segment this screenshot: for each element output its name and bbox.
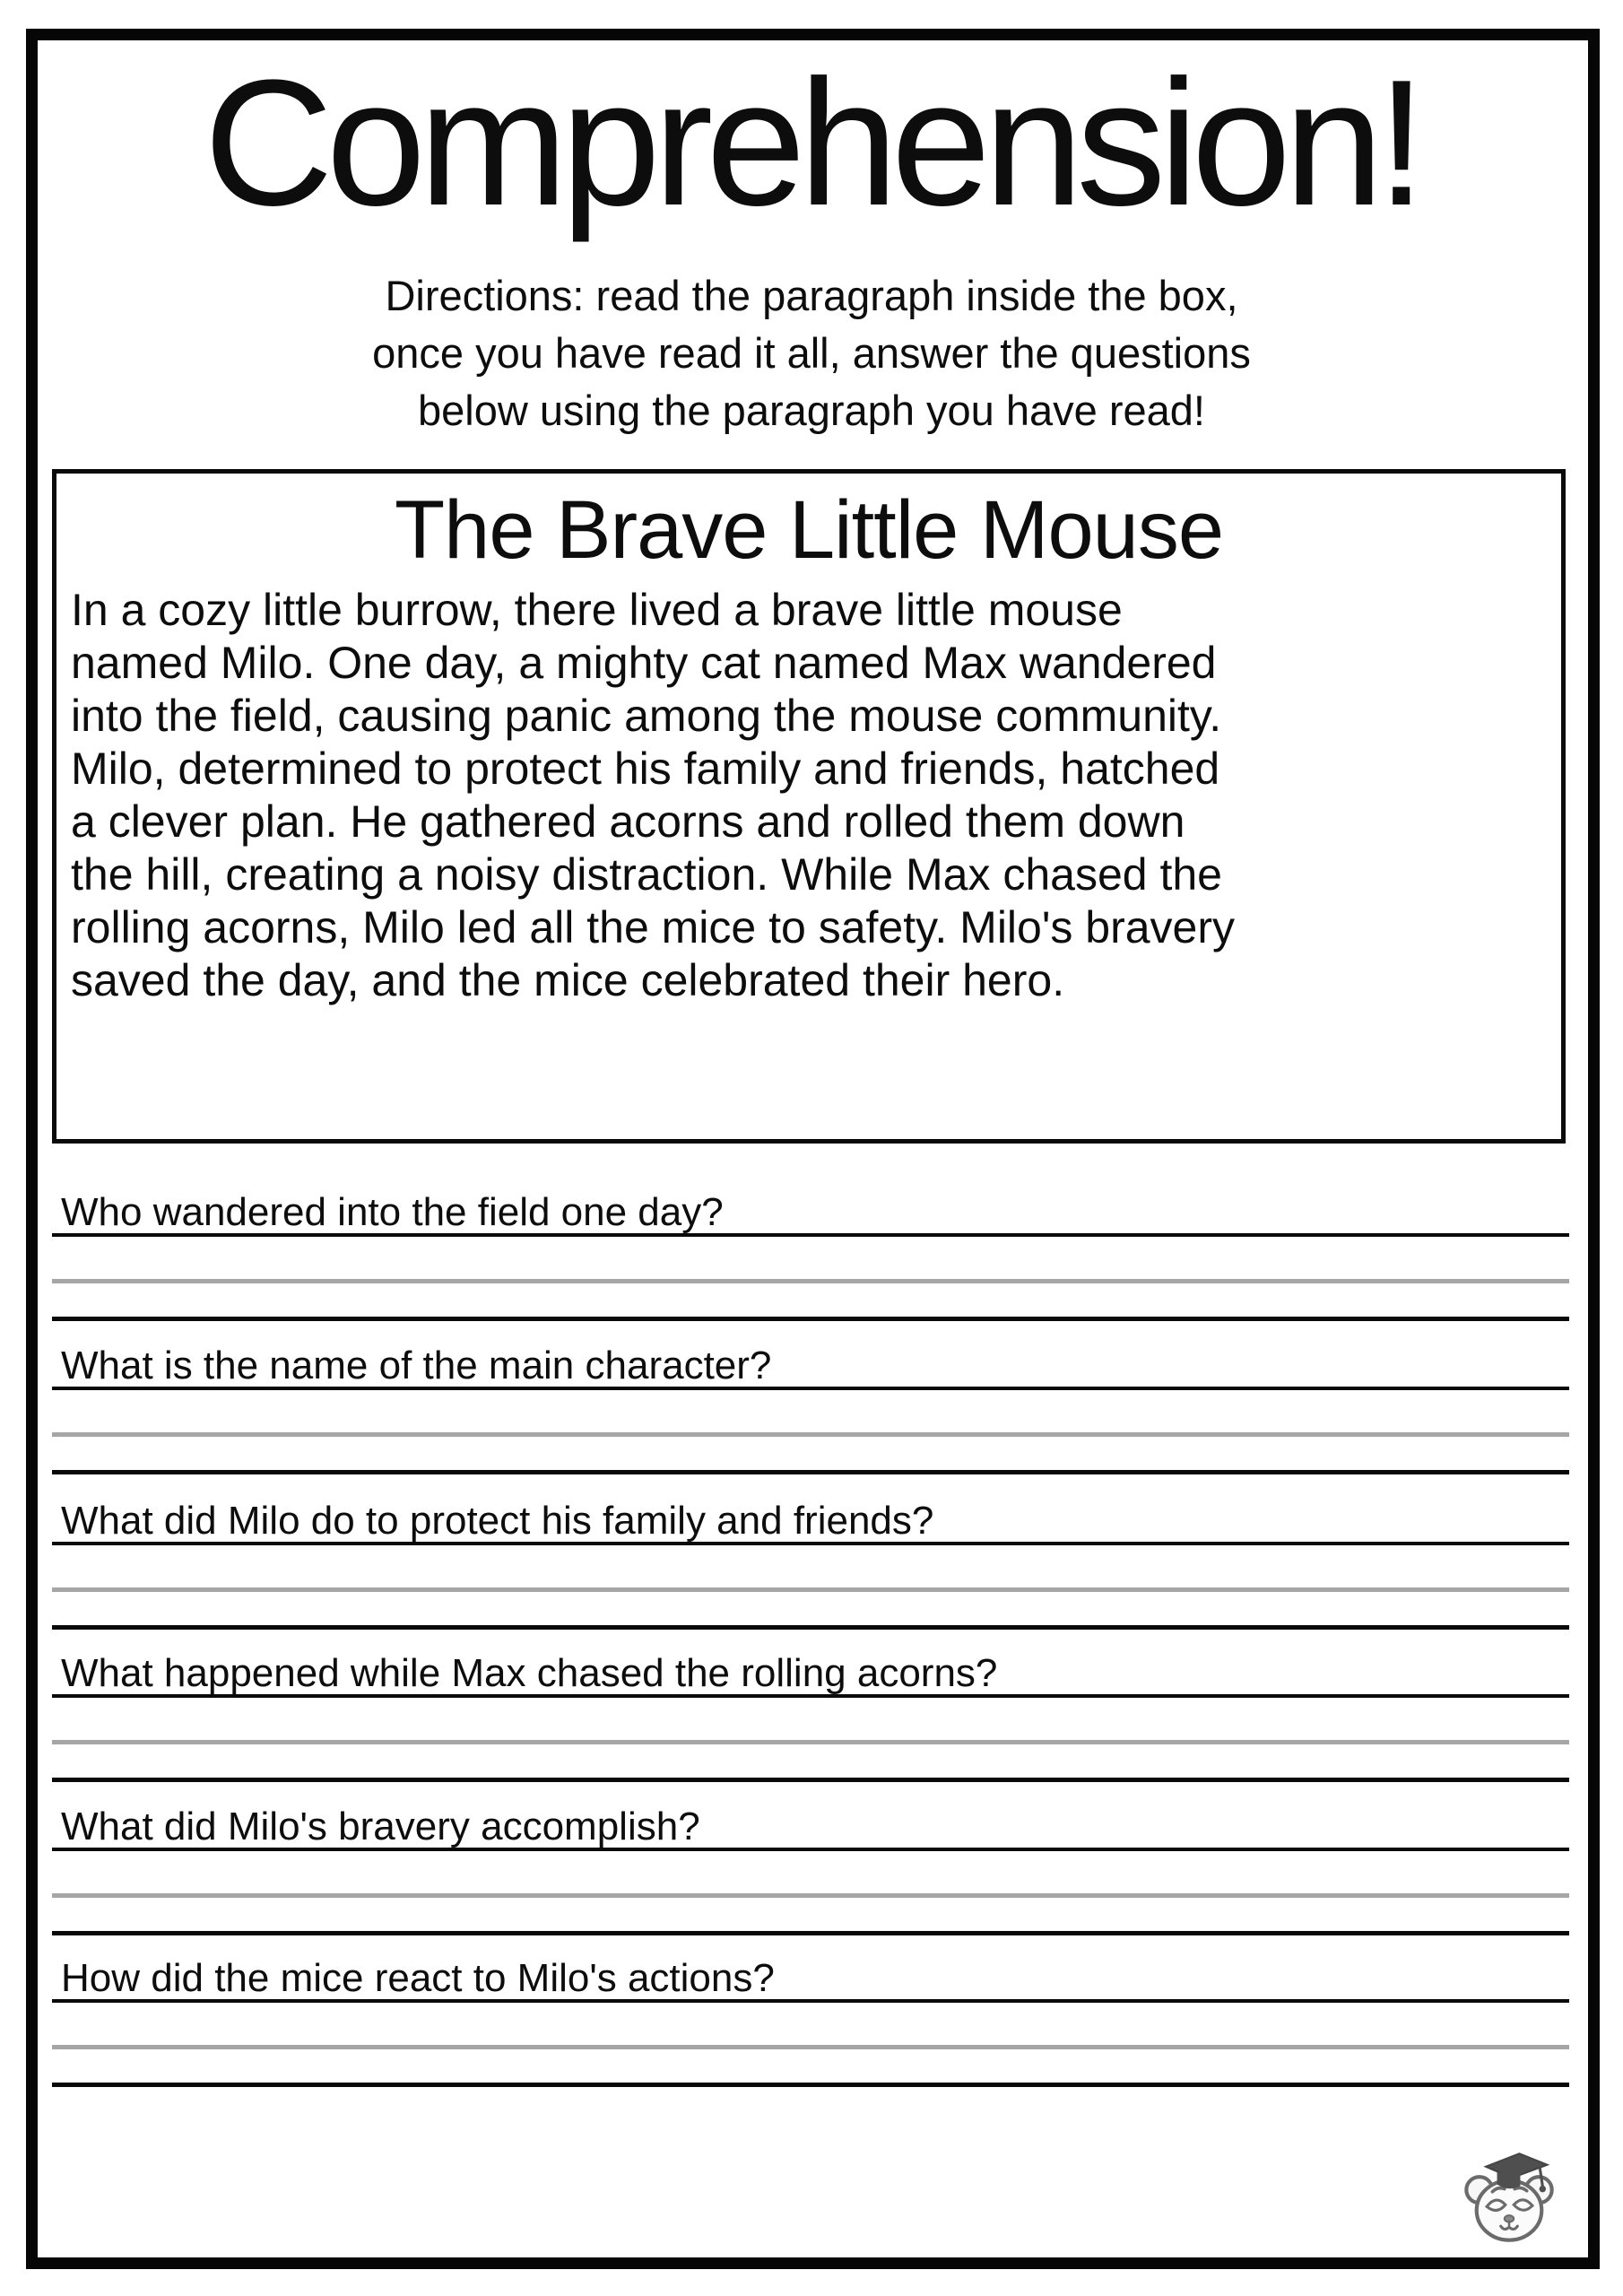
page-title: Comprehension! xyxy=(204,43,1419,243)
question-block xyxy=(52,1495,1569,1631)
answer-line xyxy=(52,1740,1569,1744)
paragraph-line: In a cozy little burrow, there lived a brave little mouse xyxy=(71,585,1123,636)
story-title: The Brave Little Mouse xyxy=(394,484,1223,576)
story-paragraph xyxy=(71,584,1550,1007)
directions xyxy=(0,267,1623,439)
question-block xyxy=(52,1801,1569,1937)
question-block xyxy=(52,1340,1569,1476)
question-text: What happened while Max chased the rolling acorns? xyxy=(52,1648,1569,1698)
question-text: What is the name of the main character? xyxy=(52,1340,1569,1390)
paragraph-line: a clever plan. He gathered acorns and rolled them down xyxy=(71,796,1185,848)
answer-line xyxy=(52,1432,1569,1437)
answer-line xyxy=(52,1279,1569,1283)
directions-line: once you have read it all, answer the questions xyxy=(372,329,1251,377)
paragraph-line: the hill, creating a noisy distraction. While Max chased the xyxy=(71,849,1222,900)
question-block xyxy=(52,1648,1569,1784)
story-box xyxy=(52,469,1566,1144)
answer-line xyxy=(52,1893,1569,1898)
answer-line xyxy=(52,1470,1569,1474)
paragraph-line: into the field, causing panic among the mouse community. xyxy=(71,691,1222,742)
question-text: How did the mice react to Milo's actions? xyxy=(52,1952,1569,2003)
graduate-panda-icon xyxy=(1458,2147,1560,2249)
paragraph-line: named Milo. One day, a mighty cat named Max wandered xyxy=(71,638,1217,689)
question-text: Who wandered into the field one day? xyxy=(52,1187,1569,1237)
question-block xyxy=(52,1187,1569,1323)
question-block xyxy=(52,1952,1569,2089)
question-text: What did Milo's bravery accomplish? xyxy=(52,1801,1569,1851)
paragraph-line: saved the day, and the mice celebrated their hero. xyxy=(71,955,1065,1006)
answer-line xyxy=(52,2083,1569,2087)
answer-line xyxy=(52,1317,1569,1321)
answer-line xyxy=(52,1625,1569,1630)
answer-line xyxy=(52,1931,1569,1935)
directions-line: below using the paragraph you have read! xyxy=(418,387,1205,434)
answer-line xyxy=(52,1587,1569,1592)
paragraph-line: rolling acorns, Milo led all the mice to safety. Milo's bravery xyxy=(71,902,1235,953)
answer-line xyxy=(52,1778,1569,1782)
question-text: What did Milo do to protect his family and friends? xyxy=(52,1495,1569,1545)
answer-line xyxy=(52,2045,1569,2049)
paragraph-line: Milo, determined to protect his family and friends, hatched xyxy=(71,744,1220,795)
directions-line: Directions: read the paragraph inside the box, xyxy=(385,272,1238,319)
